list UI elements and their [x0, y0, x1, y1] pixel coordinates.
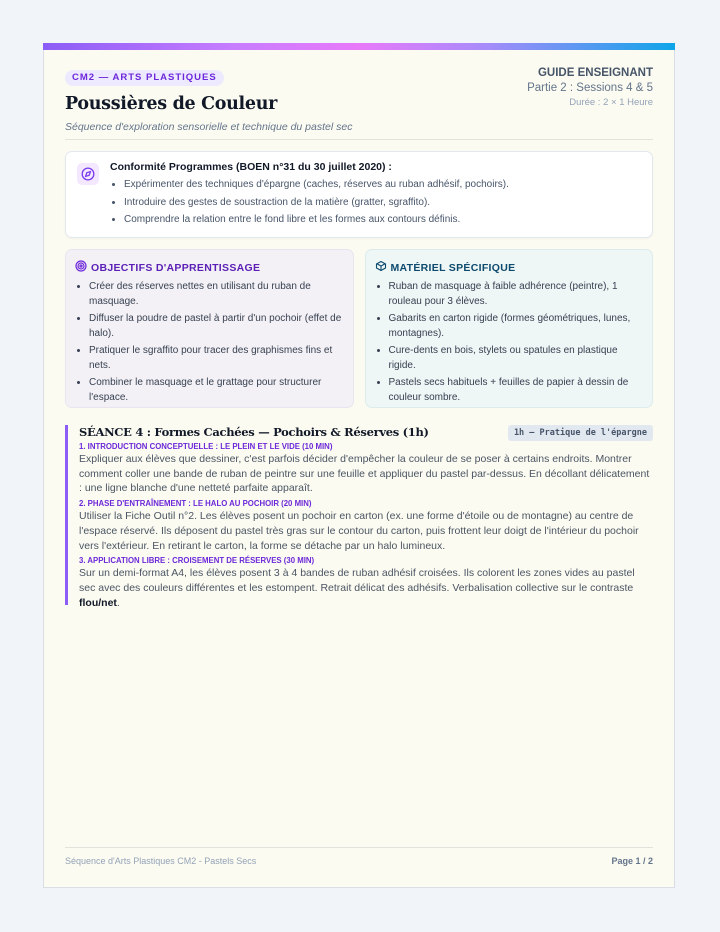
- objectives-list: [75, 280, 344, 405]
- page-subtitle: Séquence d'exploration sensorielle et technique du pastel sec: [65, 121, 353, 133]
- box-icon: [375, 260, 387, 275]
- phase-title: 1. INTRODUCTION CONCEPTUELLE : LE PLEIN ET LE VIDE (10 MIN): [79, 442, 333, 451]
- footer-left: Séquence d'Arts Plastiques CM2 - Pastels Secs: [65, 856, 257, 866]
- phase-text: Expliquer aux élèves que dessiner, c'est parfois décider d'empêcher la couleur de se poser à certains endroits. Montrer comment coller une bande de ruban de peintre sur une feuille et appliquer du pastel par-dessus. En décollant délicatement : une ligne blanche d'une netteté parfaite apparaît.: [79, 453, 650, 495]
- session-title: SÉANCE 4 : Formes Cachées — Pochoirs & Réserves (1h): [79, 425, 429, 439]
- materials-card: [365, 249, 654, 408]
- target-icon: [75, 260, 87, 275]
- compass-icon: [77, 163, 99, 185]
- document-header: [65, 67, 653, 140]
- duration-label: Durée : 2 × 1 Heure: [569, 97, 653, 108]
- time-badge: 1h — Pratique de l'épargne: [508, 425, 653, 441]
- gradient-top-bar: [43, 43, 675, 50]
- objectives-title: OBJECTIFS D'APPRENTISSAGE: [91, 261, 261, 274]
- objectives-header: [75, 260, 344, 275]
- list-item: • Introduire des gestes de soustraction de la matière (gratter, sgraffito).: [124, 196, 642, 209]
- phase-text: Utiliser la Fiche Outil n°2. Les élèves posent un pochoir en carton (ex. une forme d'étoile ou de montagne) au centre de l'espace réservé. Ils déposent du pastel très gras sur le contour du carton, puis frottent leur doigt de l'intérieur du pochoir vers l'extérieur. En retirant le carton, la forme se détache par un halo lumineux.: [79, 510, 639, 552]
- parts-label: Partie 2 : Sessions 4 & 5: [527, 82, 653, 94]
- document-page: [43, 43, 675, 888]
- list-item: • Gabarits en carton rigide (formes géométriques, lunes, montagnes).: [389, 312, 644, 341]
- phase-text-main: Sur un demi-format A4, les élèves posent 3 à 4 bandes de ruban adhésif croisées. Ils colorent les zones vides au pastel sec avec des couleurs différentes et les estompent. Retrait délicat des adhésifs. Verbalisation collective sur le contraste: [79, 567, 635, 594]
- list-item: • Pastels secs habituels + feuilles de papier à dessin de couleur sombre.: [389, 376, 644, 405]
- conformity-title: Conformité Programmes (BOEN n°31 du 30 juillet 2020) :: [110, 161, 392, 173]
- phase-text-bold: flou/net: [79, 596, 117, 609]
- conformity-box: [65, 151, 653, 238]
- list-item: • Créer des réserves nettes en utilisant du ruban de masquage.: [89, 280, 344, 309]
- two-columns: [65, 249, 653, 408]
- list-item: • Cure-dents en bois, stylets ou spatules en plastique rigide.: [389, 344, 644, 373]
- page-number: Page 1 / 2: [611, 856, 653, 866]
- phase-title: 2. PHASE D'ENTRAÎNEMENT : LE HALO AU POCHOIR (20 MIN): [79, 499, 312, 509]
- page-footer: [65, 847, 653, 866]
- phase-text: [79, 566, 653, 610]
- session-block: [65, 425, 653, 609]
- objectives-card: [65, 249, 354, 408]
- list-item: • Comprendre la relation entre le fond libre et les formes aux contours définis.: [124, 213, 642, 226]
- page-title: Poussières de Couleur: [65, 94, 278, 114]
- list-item: • Expérimenter des techniques d'épargne (caches, réserves au ruban adhésif, pochoirs).: [124, 178, 642, 191]
- page-content: [65, 67, 653, 609]
- conformity-list: [110, 178, 642, 226]
- list-item: • Diffuser la poudre de pastel à partir d'un pochoir (effet de halo).: [89, 312, 344, 341]
- materials-list: [375, 280, 644, 405]
- phase-title: 3. APPLICATION LIBRE : CROISEMENT DE RÉSERVES (30 MIN): [79, 556, 315, 566]
- materials-title: MATÉRIEL SPÉCIFIQUE: [390, 261, 516, 274]
- list-item: • Pratiquer le sgraffito pour tracer des graphismes fins et nets.: [89, 344, 344, 373]
- subject-badge: CM2 — ARTS PLASTIQUES: [65, 70, 224, 86]
- guide-label: GUIDE ENSEIGNANT: [537, 67, 653, 79]
- materials-header: [375, 260, 644, 275]
- phase-text-end: .: [116, 596, 120, 609]
- list-item: • Ruban de masquage à faible adhérence (peintre), 1 rouleau pour 3 élèves.: [389, 280, 644, 309]
- header-meta: [527, 67, 653, 108]
- list-item: • Combiner le masquage et le grattage pour structurer l'espace.: [89, 376, 344, 405]
